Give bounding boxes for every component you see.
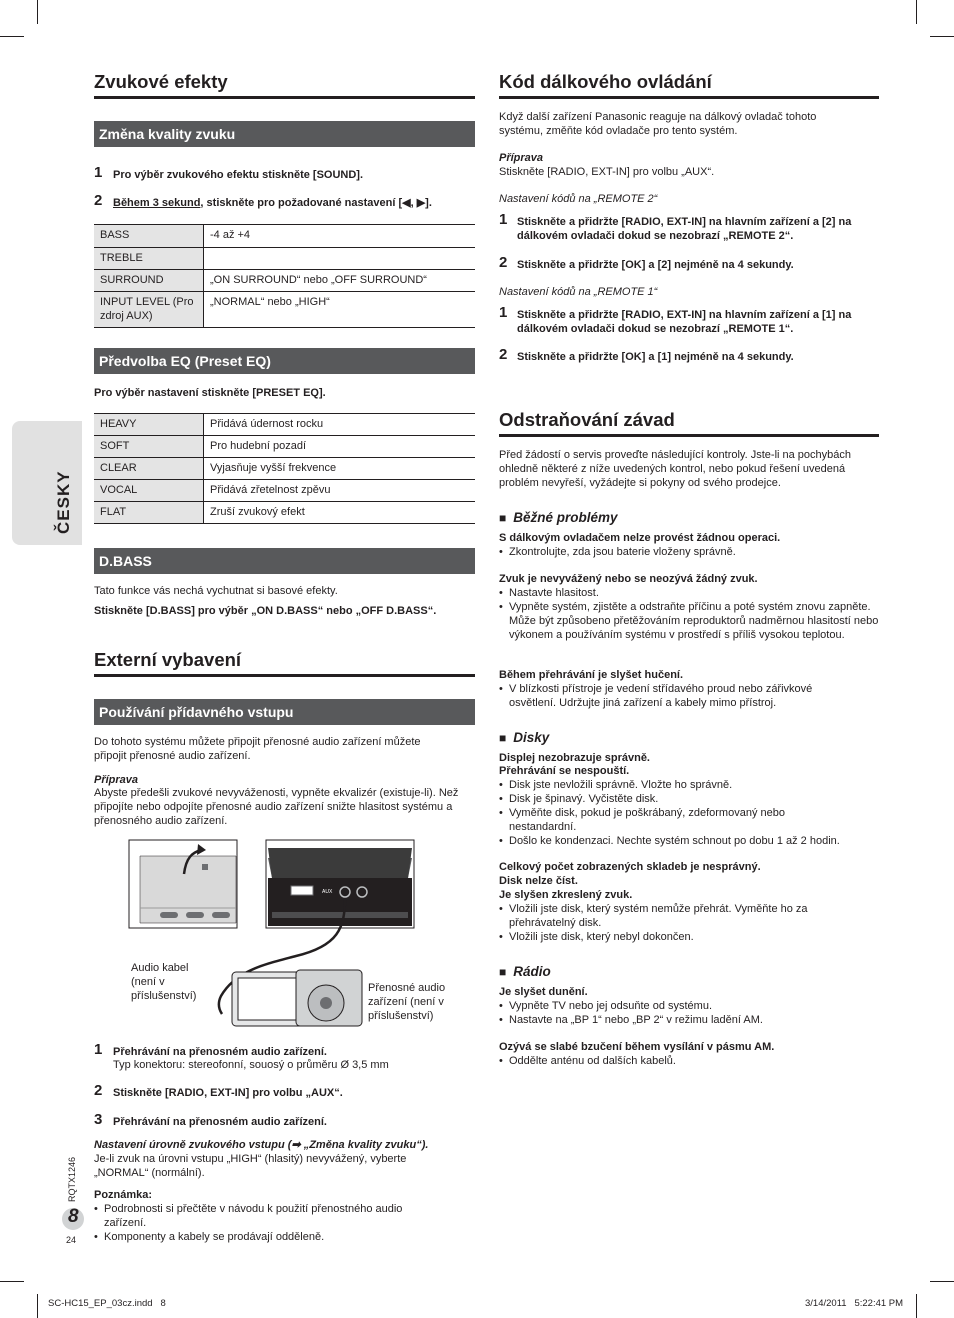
remote2-step-2: Stiskněte a přidržte [OK] a [2] nejméně na 4 sekundy. [517, 259, 794, 271]
list-item: • Vyměňte disk, pokud je poškrábaný, zdeformovaný nebo nestandardní. [499, 806, 819, 834]
list-item: • Vypněte TV nebo jej odsuňte od systému. [499, 999, 879, 1013]
table-value: „ON SURROUND“ nebo „OFF SURROUND“ [204, 270, 476, 292]
list-item: • Vložili jste disk, který systém nemůže přehrát. Vyměňte ho za přehrávatelný disk. [499, 902, 859, 930]
sound-step-2 [113, 196, 432, 210]
panel-button [212, 912, 230, 918]
table-value: Přidává údernost rocku [204, 414, 476, 436]
aux-step-1: Přehrávání na přenosném audio zařízení. [113, 1046, 327, 1058]
problem-solutions [499, 902, 879, 944]
crop-mark [930, 36, 954, 37]
list-item: • V blízkosti přístroje je vedení střídavého proud nebo zářivkové osvětlení. Udržujte jiná zařízení a kabely mimo přístroj. [499, 682, 859, 710]
cable-caption: Audio kabel (není v příslušenství) [131, 962, 197, 1002]
table-row [94, 248, 475, 270]
table-row [94, 502, 475, 524]
problem-heading: Ozývá se slabé bzučení během vysílání v pásmu AM. [499, 1041, 775, 1053]
aux-prep-text: Abyste předešli zvukové nevyváženosti, vypněte ekvalizér (existuje-li). Než připojíte nebo odpojíte přenosné audio zařízení snižte hlasitost systému a přenosného audio zařízení. [94, 787, 459, 827]
list-item: • Podrobnosti si přečtěte v návodu k použití přenostného audio zařízení. [94, 1202, 444, 1230]
table-row [94, 480, 475, 502]
remote1-step-1: Stiskněte a přidržte [RADIO, EXT-IN] na hlavním zařízení a [1] na dálkovém ovladači dokud se nezobrazí „REMOTE 1“. [517, 309, 852, 335]
problem-heading: Disk nelze číst. [499, 875, 578, 887]
aux-step-3: Přehrávání na přenosném audio zařízení. [113, 1116, 327, 1128]
table-key: HEAVY [94, 414, 204, 436]
dbass-instruction: Stiskněte [D.BASS] pro výběr „ON D.BASS“ nebo „OFF D.BASS“. [94, 605, 437, 617]
troubleshooting-intro: Před žádostí o servis proveďte následující kontroly. Jste-li na pochybách ohledně některé z níže uvedených kontrol, nebo pokud řešení uvedená problém nevyřeší, vyžádejte si pokyny od svého prodejce. [499, 449, 852, 489]
code-prep-text: Stiskněte [RADIO, EXT-IN] pro volbu „AUX“. [499, 166, 715, 178]
problem-solutions [499, 999, 879, 1027]
table-key: CLEAR [94, 458, 204, 480]
bar-dbass: D.BASS [94, 548, 475, 574]
crop-mark [37, 0, 38, 24]
aux-step-2: Stiskněte [RADIO, EXT-IN] pro volbu „AUX“. [113, 1087, 343, 1099]
heading-remote-code: Kód dálkového ovládání [499, 71, 712, 92]
square-bullet-icon: ■ [499, 511, 507, 525]
list-item: • Oddělte anténu od dalších kabelů. [499, 1054, 879, 1068]
crop-mark [37, 1294, 38, 1318]
heading-rule [499, 96, 879, 99]
aux-intro: Do tohoto systému můžete připojit přenosné audio zařízení můžete připojit přenosné audio zařízení. [94, 736, 421, 762]
file-name: SC-HC15_EP_03cz.indd 8 [48, 1298, 166, 1309]
aux-jack [340, 887, 350, 897]
problem-solutions [499, 1054, 879, 1068]
dbass-description: Tato funkce vás nechá vychutnat si basové efekty. [94, 585, 338, 597]
problem-heading: Přehrávání se nespouští. [499, 765, 630, 777]
table-row [94, 414, 475, 436]
list-item: • Komponenty a kabely se prodávají odděleně. [94, 1230, 444, 1244]
bar-aux-input: Používání přídavného vstupu [94, 699, 475, 725]
step-number: 1 [499, 304, 508, 321]
section-discs [499, 730, 549, 745]
notes [94, 1202, 444, 1244]
file-date: 3/14/2011 5:22:41 PM [805, 1298, 904, 1309]
table-key: SURROUND [94, 270, 204, 292]
list-item: • Nastavte na „BP 1“ nebo „BP 2“ v režimu ladění AM. [499, 1013, 879, 1027]
list-item: • Disk je špinavý. Vyčistěte disk. [499, 792, 879, 806]
problem-heading: Během přehrávání je slyšet hučení. [499, 669, 684, 681]
table-key: FLAT [94, 502, 204, 524]
panel-button [160, 912, 178, 918]
aux-step-1-sub: Typ konektoru: stereofonní, souosý o průměru Ø 3,5 mm [113, 1059, 389, 1071]
table-value: Přidává zřetelnost zpěvu [204, 480, 476, 502]
heading-troubleshooting: Odstraňování závad [499, 409, 675, 430]
step-number: 2 [94, 1082, 103, 1099]
rqtx-code: RQTX1246 [67, 1156, 77, 1202]
panel-button [186, 912, 204, 918]
problem-solutions [499, 778, 879, 848]
heading-rule [94, 674, 475, 677]
problem-heading: S dálkovým ovladačem nelze provést žádnou operaci. [499, 532, 781, 544]
remote2-heading: Nastavení kódů na „REMOTE 2“ [499, 193, 658, 205]
section-radio [499, 964, 551, 979]
table-key: SOFT [94, 436, 204, 458]
step-number: 2 [499, 254, 508, 271]
page-number-small: 24 [66, 1235, 77, 1245]
square-bullet-icon: ■ [499, 965, 507, 979]
list-item: • Zkontrolujte, zda jsou baterie vloženy správně. [499, 545, 879, 559]
aux-prep-label: Příprava [94, 774, 139, 786]
crop-mark [916, 0, 917, 24]
list-item: • Vypněte systém, zjistěte a odstraňte příčinu a poté systém znovu zapněte. Může být způsobeno přetěžováním reproduktorů nadměrnou hlasitostí nebo výkonem a používáním systému v prostředí s příliš vysokou teplotou. [499, 600, 879, 642]
code-prep-label: Příprava [499, 152, 544, 164]
section-common-problems [499, 510, 618, 525]
problem-heading: Je slyšen zkreslený zvuk. [499, 889, 633, 901]
remote2-step-1: Stiskněte a přidržte [RADIO, EXT-IN] na hlavním zařízení a [2] na dálkovém ovladači dokud se nezobrazí „REMOTE 2“. [517, 216, 852, 242]
list-item: • Nastavte hlasitost. [499, 586, 879, 600]
table-value [204, 248, 476, 270]
problem-heading: Zvuk je nevyvážený nebo se neozývá žádný zvuk. [499, 573, 758, 585]
table-key: TREBLE [94, 248, 204, 270]
step-number: 3 [94, 1111, 103, 1128]
square-bullet-icon: ■ [499, 731, 507, 745]
device-caption: Přenosné audio zařízení (není v příslušenství) [368, 982, 446, 1022]
problem-heading: Celkový počet zobrazených skladeb je nesprávný. [499, 861, 761, 873]
remote1-step-2: Stiskněte a přidržte [OK] a [1] nejméně na 4 sekundy. [517, 351, 794, 363]
table-key: BASS [94, 225, 204, 248]
sound-step-1: Pro výběr zvukového efektu stiskněte [SOUND]. [113, 169, 364, 181]
section-title: Disky [513, 730, 550, 745]
step-number: 2 [499, 346, 508, 363]
list-item: • Disk jste nevložili správně. Vložte ho správně. [499, 778, 879, 792]
table-row [94, 225, 475, 248]
table-row [94, 292, 475, 328]
step-number: 1 [499, 211, 508, 228]
heading-rule [499, 434, 879, 437]
sound-step-2-rest: , stiskněte pro požadované nastavení [◀, ▶]. [200, 197, 432, 209]
bar-preset-eq: Předvolba EQ (Preset EQ) [94, 348, 475, 374]
page-number: 8 [68, 1206, 79, 1227]
table-value: -4 až +4 [204, 225, 476, 248]
usb-port [291, 886, 313, 895]
bar-sound-quality: Změna kvality zvuku [94, 121, 475, 147]
crop-mark [916, 1294, 917, 1318]
code-intro: Když další zařízení Panasonic reaguje na dálkový ovladač tohoto systému, změňte kód ovladače pro tento systém. [499, 111, 817, 137]
sound-step-2-underlined: Během 3 sekund [113, 197, 201, 209]
heading-external-equipment: Externí vybavení [94, 649, 242, 670]
problem-heading: Displej nezobrazuje správně. [499, 752, 650, 764]
heading-sound-effects: Zvukové efekty [94, 71, 228, 92]
problem-solutions [499, 682, 859, 710]
problem-heading: Je slyšet dunění. [499, 986, 588, 998]
table-key: INPUT LEVEL (Pro zdroj AUX) [94, 292, 204, 328]
table-value: Pro hudební pozadí [204, 436, 476, 458]
step-number: 1 [94, 1041, 103, 1058]
note-label: Poznámka: [94, 1189, 153, 1201]
aux-label: AUX [322, 889, 333, 895]
table-row [94, 458, 475, 480]
heading-rule [94, 96, 475, 99]
eq-intro: Pro výběr nastavení stiskněte [PRESET EQ]. [94, 387, 326, 399]
step-number: 2 [94, 192, 103, 209]
phones-jack [357, 887, 367, 897]
section-title: Běžné problémy [513, 510, 618, 525]
problem-solutions [499, 545, 879, 559]
sound-settings-table [94, 224, 475, 328]
step-number: 1 [94, 164, 103, 181]
eq-table [94, 413, 475, 524]
list-item: • Došlo ke kondenzaci. Nechte systém schnout po dobu 1 až 2 hodin. [499, 834, 879, 848]
crop-mark [0, 1281, 24, 1282]
unit-front-panel [268, 878, 412, 926]
language-tab-label: ČESKY [54, 470, 73, 534]
section-title: Rádio [513, 964, 551, 979]
list-item: • Vložili jste disk, který nebyl dokončen. [499, 930, 879, 944]
level-heading: Nastavení úrovně zvukového vstupu (➡ „Změna kvality zvuku“). [94, 1139, 429, 1151]
table-row [94, 436, 475, 458]
table-row [94, 270, 475, 292]
crop-mark [0, 36, 24, 37]
table-value: „NORMAL“ nebo „HIGH“ [204, 292, 476, 328]
table-key: VOCAL [94, 480, 204, 502]
table-value: Zruší zvukový efekt [204, 502, 476, 524]
remote1-heading: Nastavení kódů na „REMOTE 1“ [499, 286, 658, 298]
level-text: Je-li zvuk na úrovni vstupu „HIGH“ (hlasitý) nevyvážený, vyberte „NORMAL“ (normální). [94, 1153, 407, 1179]
problem-solutions [499, 586, 879, 642]
table-value: Vyjasňuje vyšší frekvence [204, 458, 476, 480]
crop-mark [930, 1281, 954, 1282]
